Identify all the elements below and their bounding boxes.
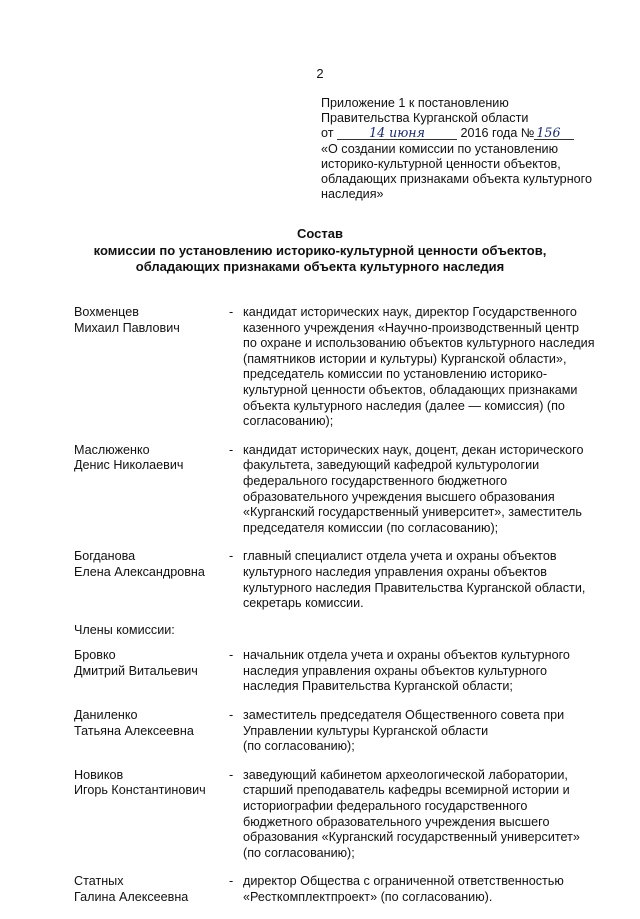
year-text: 2016 года №: [460, 126, 535, 141]
person-name: [74, 305, 229, 430]
person-name: [74, 443, 229, 537]
person-name: [74, 549, 229, 611]
person-name: [74, 708, 229, 755]
appendix-block: [321, 96, 621, 202]
description-line: кандидат исторических наук, доцент, декан исторического: [243, 442, 584, 457]
description-line: факультета, заведующий кафедрой культурологии: [243, 458, 540, 473]
from-word: от: [321, 126, 334, 141]
composition-list: [74, 305, 604, 919]
person-row: [74, 443, 604, 537]
title-heading: Состав: [297, 226, 343, 241]
description-line: образования «Курганский государственный университет»: [243, 830, 580, 845]
description-line: директор Общества с ограниченной ответственностью: [243, 874, 564, 889]
person-given-names: Игорь Константинович: [74, 783, 206, 798]
appendix-line: Правительства Курганской области: [321, 111, 529, 126]
title-subtitle: обладающих признаками объекта культурного наследия: [135, 259, 505, 274]
description-line: главный специалист отдела учета и охраны объектов: [243, 549, 557, 564]
appendix-line: обладающих признаками объекта культурного: [321, 172, 592, 187]
description-line: культурной ценности объектов, обладающих признаками: [243, 382, 578, 397]
appendix-line: наследия»: [321, 187, 384, 202]
person-description: [243, 443, 603, 537]
dash-separator: -: [229, 305, 234, 319]
handwritten-date: 14 июня: [337, 127, 457, 140]
description-line: председателя комиссии (по согласованию);: [243, 520, 499, 535]
person-given-names: Михаил Павлович: [74, 320, 180, 335]
dash-separator: -: [229, 648, 234, 663]
person-name: [74, 648, 229, 695]
person-description: [243, 648, 603, 695]
document-title: [0, 226, 640, 276]
members-heading: Члены комиссии:: [74, 622, 175, 637]
description-line: (памятников истории и культуры) Курганской области»,: [243, 351, 567, 366]
person-description: [243, 874, 603, 905]
appendix-date-line: [321, 126, 621, 141]
description-line: председатель комиссии по установлению историко-: [243, 367, 548, 382]
description-line: «Курганский государственный университет», заместитель: [243, 505, 582, 520]
person-row: [74, 708, 604, 755]
description-line: казенного учреждения «Научно-производственный центр: [243, 320, 579, 335]
person-name: [74, 768, 229, 862]
description-line: (по согласованию);: [243, 845, 355, 860]
description-line: старший преподаватель кафедры всемирной истории и: [243, 783, 570, 798]
person-given-names: Денис Николаевич: [74, 458, 184, 473]
person-description: [243, 768, 603, 862]
description-line: (по согласованию);: [243, 739, 355, 754]
person-given-names: Галина Алексеевна: [74, 890, 189, 904]
description-line: наследия управления охраны объектов культурного: [243, 663, 547, 678]
person-surname: Бровко: [74, 648, 116, 663]
person-surname: Богданова: [74, 549, 136, 564]
person-description: [243, 708, 603, 755]
dash-separator: -: [229, 549, 234, 564]
description-line: культурного наследия Правительства Курганской области,: [243, 580, 586, 595]
description-line: бюджетного образовательного учреждения высшего: [243, 814, 550, 829]
person-surname: Вохменцев: [74, 305, 139, 319]
person-row: [74, 305, 604, 430]
description-line: кандидат исторических наук, директор Государственного: [243, 305, 577, 319]
person-name: [74, 874, 229, 905]
person-surname: Маслюженко: [74, 442, 150, 457]
appendix-line: «О создании комиссии по установлению: [321, 141, 559, 156]
description-line: историографии федерального государственного: [243, 799, 528, 814]
person-surname: Статных: [74, 874, 124, 889]
title-subtitle: комиссии по установлению историко-культурной ценности объектов,: [93, 242, 547, 258]
handwritten-number: 156: [534, 127, 574, 140]
person-description: [243, 305, 603, 430]
description-line: начальник отдела учета и охраны объектов культурного: [243, 648, 570, 663]
description-line: «Ресткомплектпроект» (по согласованию).: [243, 890, 493, 904]
person-row: [74, 874, 604, 905]
appendix-line: Приложение 1 к постановлению: [321, 96, 509, 110]
person-row: [74, 549, 604, 611]
page-number: 2: [316, 66, 324, 81]
person-given-names: Елена Александровна: [74, 564, 205, 579]
description-line: заместитель председателя Общественного совета при: [243, 708, 565, 723]
person-description: [243, 549, 603, 611]
description-line: по охране и использованию объектов культурного наследия: [243, 336, 595, 351]
person-surname: Новиков: [74, 767, 124, 782]
person-given-names: Татьяна Алексеевна: [74, 723, 194, 738]
dash-separator: -: [229, 442, 234, 457]
description-line: наследия Правительства Курганской области;: [243, 679, 513, 694]
person-given-names: Дмитрий Витальевич: [74, 663, 198, 678]
person-row: [74, 648, 604, 695]
person-row: [74, 768, 604, 862]
description-line: объекта культурного наследия (далее — комиссия) (по: [243, 398, 565, 413]
dash-separator: -: [229, 708, 234, 723]
description-line: федерального государственного бюджетного: [243, 473, 508, 488]
description-line: заведующий кабинетом археологической лаборатории,: [243, 767, 568, 782]
dash-separator: -: [229, 767, 234, 782]
dash-separator: -: [229, 874, 234, 889]
description-line: образовательного учреждения высшего образования: [243, 489, 555, 504]
person-surname: Даниленко: [74, 708, 138, 723]
members-list: [74, 648, 604, 905]
description-line: Управлении культуры Курганской области: [243, 723, 489, 738]
appendix-line: историко-культурной ценности объектов,: [321, 156, 561, 171]
description-line: культурного наследия управления охраны объектов: [243, 564, 547, 579]
description-line: секретарь комиссии.: [243, 596, 364, 611]
description-line: согласованию);: [243, 414, 334, 429]
leaders-list: [74, 305, 604, 612]
